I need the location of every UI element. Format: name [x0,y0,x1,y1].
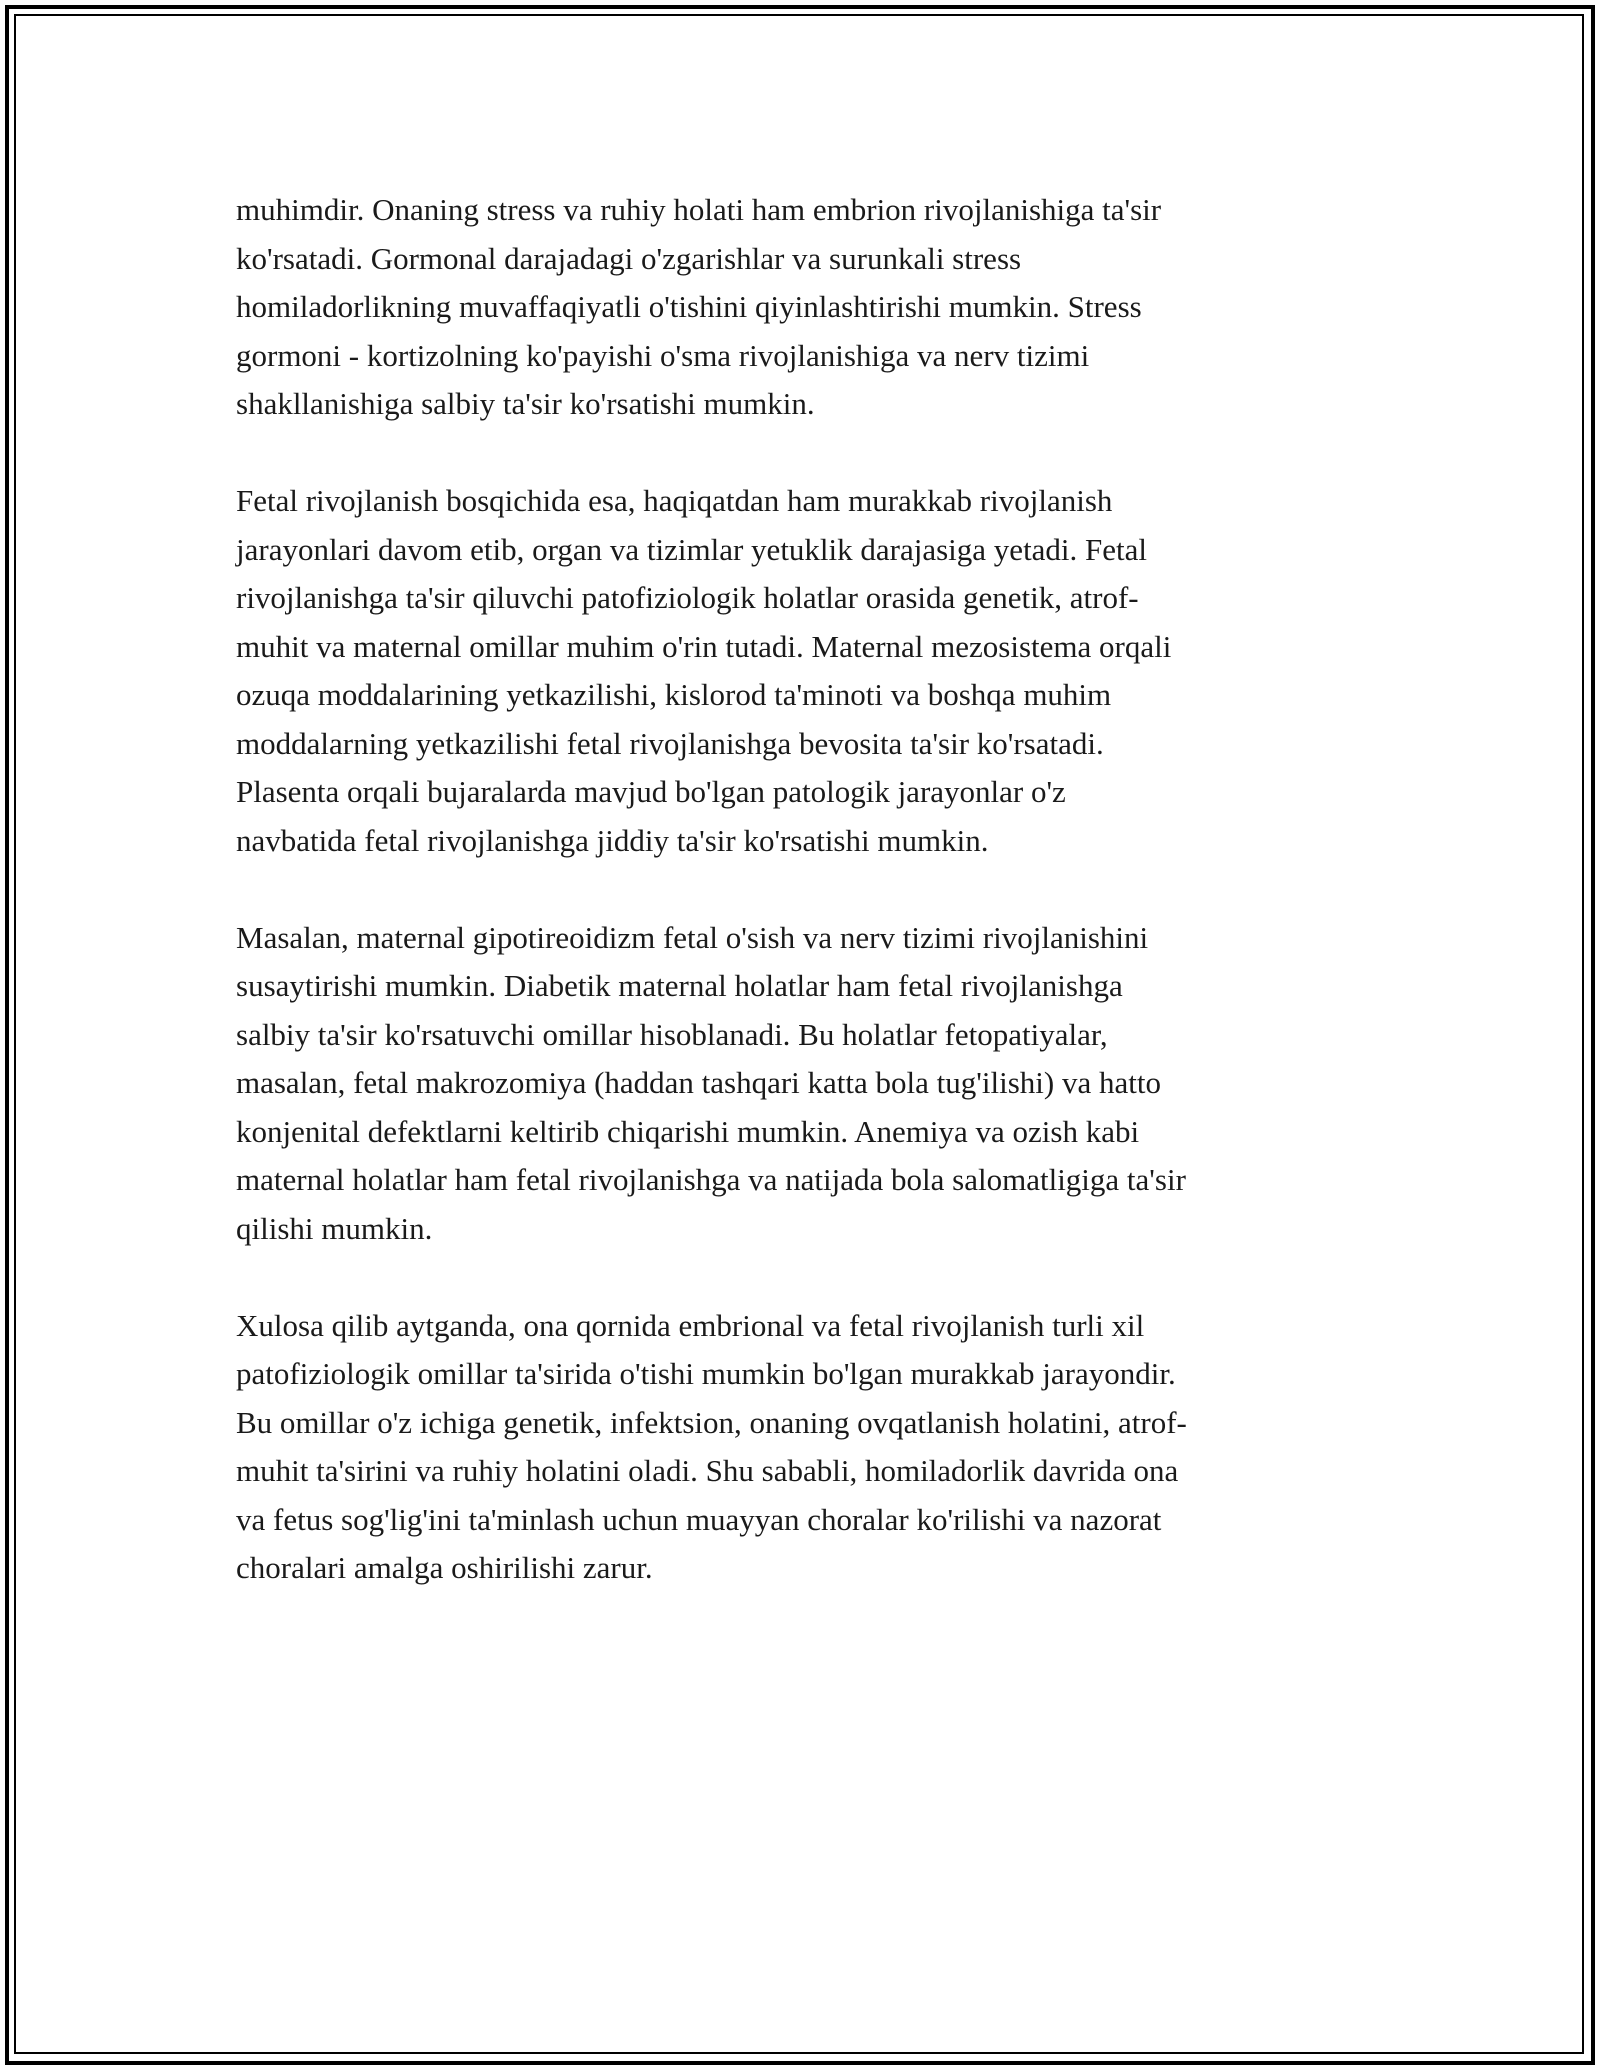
paragraph-3 [236,914,1366,1254]
text-line: moddalarning yetkazilishi fetal rivojlanishga bevosita ta'sir ko'rsatadi. [236,725,1104,761]
paragraph-1 [236,186,1366,429]
paragraph-2 [236,477,1366,865]
text-line: gormoni - kortizolning ko'payishi o'sma rivojlanishiga va nerv tizimi [236,337,1090,373]
text-line: susaytirishi mumkin. Diabetik maternal holatlar ham fetal rivojlanishga [236,968,1123,1003]
text-line: patofiziologik omillar ta'sirida o'tishi mumkin bo'lgan murakkab jarayondir. [236,1356,1176,1391]
text-line: masalan, fetal makrozomiya (haddan tashqari katta bola tug'ilishi) va hatto [236,1065,1161,1100]
text-line: navbatida fetal rivojlanishga jiddiy ta'sir ko'rsatishi mumkin. [236,822,989,858]
text-line: Masalan, maternal gipotireoidizm fetal o'sish va nerv tizimi rivojlanishini [236,919,1149,955]
text-line: ozuqa moddalarining yetkazilishi, kislorod ta'minoti va boshqa muhim [236,677,1112,712]
text-line: muhimdir. Onaning stress va ruhiy holati ham embrion rivojlanishiga ta'sir [236,192,1162,227]
text-line: va fetus sog'lig'ini ta'minlash uchun muayyan choralar ko'rilishi va nazorat [236,1501,1162,1537]
text-line: muhit va maternal omillar muhim o'rin tutadi. Maternal mezosistema orqali [236,628,1172,664]
text-line: ko'rsatadi. Gormonal darajadagi o'zgarishlar va surunkali stress [236,240,1022,276]
text-line: Plasenta orqali bujaralarda mavjud bo'lgan patologik jarayonlar o'z [236,774,1066,809]
text-line: choralari amalga oshirilishi zarur. [236,1550,653,1585]
text-line: salbiy ta'sir ko'rsatuvchi omillar hisoblanadi. Bu holatlar fetopatiyalar, [236,1016,1108,1052]
text-line: muhit ta'sirini va ruhiy holatini oladi. Shu sababli, homiladorlik davrida ona [236,1453,1179,1488]
text-line: homiladorlikning muvaffaqiyatli o'tishini qiyinlashtirishi mumkin. Stress [236,289,1142,324]
text-line: qilishi mumkin. [236,1210,433,1246]
text-line: rivojlanishga ta'sir qiluvchi patofiziologik holatlar orasida genetik, atrof- [236,580,1139,615]
paragraph-4 [236,1302,1366,1593]
document-body [236,186,1366,1641]
text-line: shakllanishiga salbiy ta'sir ko'rsatishi mumkin. [236,386,815,421]
text-line: maternal holatlar ham fetal rivojlanishga va natijada bola salomatligiga ta'sir [236,1162,1186,1197]
text-line: jarayonlari davom etib, organ va tizimlar yetuklik darajasiga yetadi. Fetal [236,531,1148,567]
text-line: Xulosa qilib aytganda, ona qornida embrional va fetal rivojlanish turli xil [236,1307,1145,1343]
text-line: Bu omillar o'z ichiga genetik, infektsion, onaning ovqatlanish holatini, atrof- [236,1404,1187,1440]
text-line: Fetal rivojlanish bosqichida esa, haqiqatdan ham murakkab rivojlanish [236,483,1113,518]
text-line: konjenital defektlarni keltirib chiqarishi mumkin. Anemiya va ozish kabi [236,1113,1140,1149]
